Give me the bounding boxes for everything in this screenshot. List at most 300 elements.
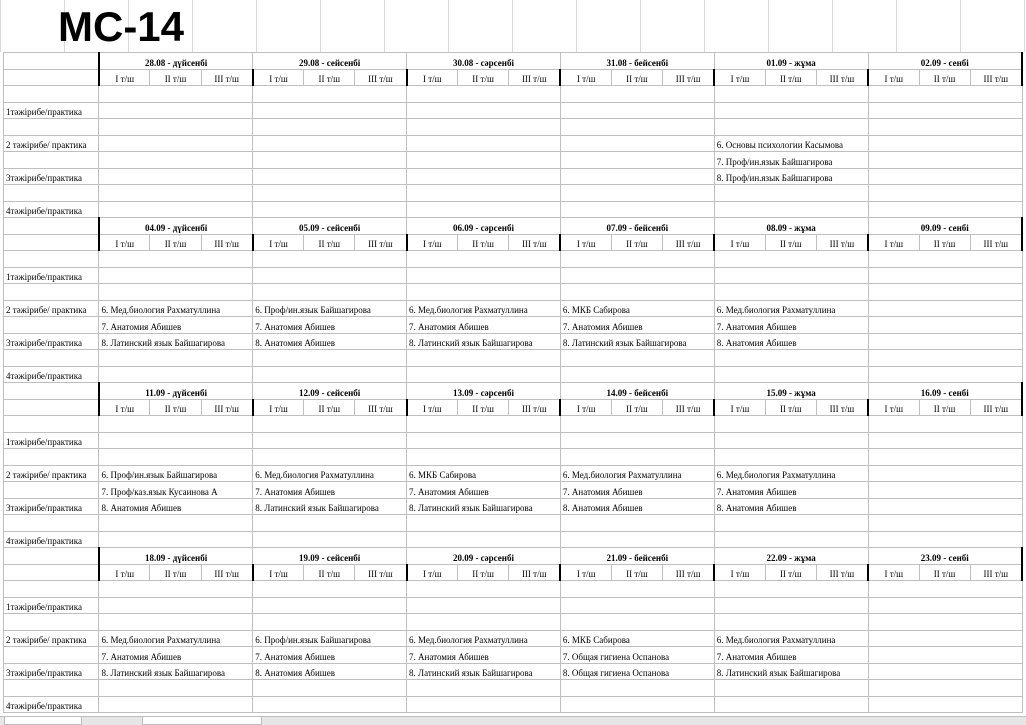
cell[interactable] bbox=[868, 350, 1022, 367]
cell[interactable] bbox=[4, 399, 99, 416]
shift-header[interactable]: III т/ш bbox=[662, 564, 714, 581]
cell[interactable] bbox=[253, 696, 407, 713]
cell[interactable] bbox=[99, 251, 253, 268]
cell[interactable] bbox=[99, 597, 253, 614]
shift-header[interactable]: II т/ш bbox=[611, 564, 662, 581]
day-header[interactable]: 30.08 - сәрсенбі bbox=[407, 53, 561, 70]
shift-header[interactable]: II т/ш bbox=[919, 399, 970, 416]
cell[interactable] bbox=[868, 284, 1022, 301]
cell[interactable] bbox=[99, 119, 253, 136]
shift-header[interactable]: III т/ш bbox=[662, 399, 714, 416]
cell[interactable] bbox=[253, 201, 407, 218]
cell[interactable] bbox=[407, 432, 561, 449]
shift-header[interactable]: III т/ш bbox=[509, 69, 561, 86]
shift-header[interactable]: II т/ш bbox=[150, 69, 201, 86]
shift-header[interactable]: I т/ш bbox=[253, 564, 304, 581]
cell[interactable] bbox=[868, 647, 1022, 664]
cell[interactable] bbox=[714, 416, 868, 433]
cell[interactable] bbox=[714, 614, 868, 631]
lesson-cell[interactable]: 8. Латинский язык Байшагирова bbox=[99, 333, 253, 350]
cell[interactable] bbox=[253, 251, 407, 268]
cell[interactable] bbox=[253, 152, 407, 169]
cell[interactable] bbox=[407, 86, 561, 103]
shift-header[interactable]: III т/ш bbox=[816, 399, 868, 416]
cell[interactable] bbox=[868, 531, 1022, 548]
practice-label[interactable] bbox=[4, 86, 99, 103]
lesson-cell[interactable]: 6. Проф/ин.язык Байшагирова bbox=[253, 300, 407, 317]
cell[interactable] bbox=[253, 366, 407, 383]
cell[interactable] bbox=[714, 597, 868, 614]
cell[interactable] bbox=[253, 350, 407, 367]
lesson-cell[interactable]: 7. Анатомия Абишев bbox=[560, 482, 714, 499]
cell[interactable] bbox=[4, 234, 99, 251]
shift-header[interactable]: I т/ш bbox=[407, 564, 458, 581]
cell[interactable] bbox=[560, 152, 714, 169]
cell[interactable] bbox=[253, 531, 407, 548]
cell[interactable] bbox=[253, 284, 407, 301]
day-header[interactable]: 15.09 - жұма bbox=[714, 383, 868, 400]
cell[interactable] bbox=[868, 498, 1022, 515]
cell[interactable] bbox=[99, 350, 253, 367]
cell[interactable] bbox=[560, 267, 714, 284]
cell[interactable] bbox=[99, 449, 253, 466]
cell[interactable] bbox=[407, 696, 561, 713]
shift-header[interactable]: III т/ш bbox=[816, 69, 868, 86]
lesson-cell[interactable]: 8. Латинский язык Байшагирова bbox=[407, 333, 561, 350]
shift-header[interactable]: III т/ш bbox=[509, 564, 561, 581]
cell[interactable] bbox=[99, 432, 253, 449]
cell[interactable] bbox=[4, 564, 99, 581]
practice-label[interactable] bbox=[4, 350, 99, 367]
cell[interactable] bbox=[868, 515, 1022, 532]
practice-label[interactable]: 1тәжірибе/практика bbox=[4, 597, 99, 614]
lesson-cell[interactable]: 8. Латинский язык Байшагирова bbox=[560, 333, 714, 350]
cell[interactable] bbox=[560, 185, 714, 202]
cell[interactable] bbox=[253, 119, 407, 136]
lesson-cell[interactable]: 7. Анатомия Абишев bbox=[99, 647, 253, 664]
cell[interactable] bbox=[253, 168, 407, 185]
cell[interactable] bbox=[868, 168, 1022, 185]
shift-header[interactable]: III т/ш bbox=[201, 564, 253, 581]
shift-header[interactable]: II т/ш bbox=[765, 234, 816, 251]
lesson-cell[interactable]: 7. Анатомия Абишев bbox=[714, 317, 868, 334]
cell[interactable] bbox=[714, 696, 868, 713]
cell[interactable] bbox=[868, 680, 1022, 697]
cell[interactable] bbox=[714, 449, 868, 466]
shift-header[interactable]: II т/ш bbox=[458, 234, 509, 251]
practice-label[interactable]: 2 тәжірибе/ практика bbox=[4, 630, 99, 647]
cell[interactable] bbox=[407, 135, 561, 152]
cell[interactable] bbox=[560, 696, 714, 713]
cell[interactable] bbox=[407, 119, 561, 136]
cell[interactable] bbox=[868, 86, 1022, 103]
lesson-cell[interactable]: 7. Анатомия Абишев bbox=[253, 317, 407, 334]
day-header[interactable]: 13.09 - сәрсенбі bbox=[407, 383, 561, 400]
cell[interactable] bbox=[714, 515, 868, 532]
practice-label[interactable] bbox=[4, 119, 99, 136]
cell[interactable] bbox=[99, 531, 253, 548]
lesson-cell[interactable]: 6. МКБ Сабирова bbox=[407, 465, 561, 482]
practice-label[interactable]: 4тәжірибе/практика bbox=[4, 696, 99, 713]
cell[interactable] bbox=[868, 185, 1022, 202]
cell[interactable] bbox=[4, 218, 99, 235]
cell[interactable] bbox=[868, 614, 1022, 631]
practice-label[interactable]: 4тәжірибе/практика bbox=[4, 531, 99, 548]
cell[interactable] bbox=[407, 597, 561, 614]
lesson-cell[interactable]: 6. Проф/ин.язык Байшагирова bbox=[253, 630, 407, 647]
lesson-cell[interactable]: 8. Анатомия Абишев bbox=[99, 498, 253, 515]
cell[interactable] bbox=[560, 531, 714, 548]
cell[interactable] bbox=[407, 614, 561, 631]
lesson-cell[interactable]: 7. Анатомия Абишев bbox=[253, 647, 407, 664]
practice-label[interactable] bbox=[4, 680, 99, 697]
shift-header[interactable]: I т/ш bbox=[714, 564, 765, 581]
lesson-cell[interactable]: 7. Анатомия Абишев bbox=[407, 317, 561, 334]
cell[interactable] bbox=[868, 267, 1022, 284]
shift-header[interactable]: II т/ш bbox=[150, 564, 201, 581]
lesson-cell[interactable]: 6. Основы психологии Касымова bbox=[714, 135, 868, 152]
shift-header[interactable]: I т/ш bbox=[560, 564, 611, 581]
shift-header[interactable]: II т/ш bbox=[765, 69, 816, 86]
cell[interactable] bbox=[868, 251, 1022, 268]
day-header[interactable]: 02.09 - сенбі bbox=[868, 53, 1022, 70]
cell[interactable] bbox=[253, 581, 407, 598]
day-header[interactable]: 23.09 - сенбі bbox=[868, 548, 1022, 565]
day-header[interactable]: 22.09 - жұма bbox=[714, 548, 868, 565]
cell[interactable] bbox=[868, 696, 1022, 713]
lesson-cell[interactable]: 6. Мед.биология Рахматуллина bbox=[560, 465, 714, 482]
practice-label[interactable] bbox=[4, 647, 99, 664]
lesson-cell[interactable]: 7. Анатомия Абишев bbox=[407, 482, 561, 499]
cell[interactable] bbox=[560, 201, 714, 218]
day-header[interactable]: 19.09 - сейсенбі bbox=[253, 548, 407, 565]
cell[interactable] bbox=[714, 581, 868, 598]
cell[interactable] bbox=[714, 185, 868, 202]
practice-label[interactable] bbox=[4, 416, 99, 433]
cell[interactable] bbox=[868, 432, 1022, 449]
shift-header[interactable]: I т/ш bbox=[99, 399, 150, 416]
day-header[interactable]: 20.09 - сәрсенбі bbox=[407, 548, 561, 565]
lesson-cell[interactable]: 6. Мед.биология Рахматуллина bbox=[253, 465, 407, 482]
day-header[interactable]: 05.09 - сейсенбі bbox=[253, 218, 407, 235]
shift-header[interactable]: II т/ш bbox=[150, 234, 201, 251]
practice-label[interactable] bbox=[4, 152, 99, 169]
lesson-cell[interactable]: 8. Анатомия Абишев bbox=[714, 333, 868, 350]
lesson-cell[interactable]: 6. Мед.биология Рахматуллина bbox=[99, 300, 253, 317]
shift-header[interactable]: II т/ш bbox=[765, 399, 816, 416]
shift-header[interactable]: I т/ш bbox=[99, 564, 150, 581]
cell[interactable] bbox=[560, 449, 714, 466]
lesson-cell[interactable]: 8. Проф/ин.язык Байшагирова bbox=[714, 168, 868, 185]
cell[interactable] bbox=[868, 581, 1022, 598]
shift-header[interactable]: III т/ш bbox=[355, 234, 407, 251]
cell[interactable] bbox=[868, 333, 1022, 350]
practice-label[interactable] bbox=[4, 614, 99, 631]
cell[interactable] bbox=[560, 102, 714, 119]
cell[interactable] bbox=[99, 515, 253, 532]
day-header[interactable]: 11.09 - дүйсенбі bbox=[99, 383, 253, 400]
cell[interactable] bbox=[560, 251, 714, 268]
cell[interactable] bbox=[407, 515, 561, 532]
cell[interactable] bbox=[868, 300, 1022, 317]
cell[interactable] bbox=[99, 267, 253, 284]
cell[interactable] bbox=[560, 86, 714, 103]
lesson-cell[interactable]: 6. Мед.биология Рахматуллина bbox=[99, 630, 253, 647]
lesson-cell[interactable]: 8. Латинский язык Байшагирова bbox=[99, 663, 253, 680]
shift-header[interactable]: I т/ш bbox=[560, 69, 611, 86]
cell[interactable] bbox=[407, 366, 561, 383]
lesson-cell[interactable]: 6. МКБ Сабирова bbox=[560, 630, 714, 647]
shift-header[interactable]: II т/ш bbox=[458, 399, 509, 416]
shift-header[interactable]: II т/ш bbox=[304, 564, 355, 581]
cell[interactable] bbox=[714, 251, 868, 268]
day-header[interactable]: 29.08 - сейсенбі bbox=[253, 53, 407, 70]
lesson-cell[interactable]: 8. Общая гигиена Оспанова bbox=[560, 663, 714, 680]
cell[interactable] bbox=[560, 680, 714, 697]
practice-label[interactable] bbox=[4, 581, 99, 598]
cell[interactable] bbox=[714, 284, 868, 301]
practice-label[interactable] bbox=[4, 482, 99, 499]
cell[interactable] bbox=[4, 548, 99, 565]
practice-label[interactable]: 2 тәжірибе/ практика bbox=[4, 135, 99, 152]
shift-header[interactable]: II т/ш bbox=[458, 564, 509, 581]
cell[interactable] bbox=[560, 416, 714, 433]
shift-header[interactable]: I т/ш bbox=[714, 234, 765, 251]
lesson-cell[interactable]: 6. Мед.биология Рахматуллина bbox=[407, 300, 561, 317]
shift-header[interactable]: I т/ш bbox=[99, 69, 150, 86]
cell[interactable] bbox=[253, 416, 407, 433]
cell[interactable] bbox=[99, 416, 253, 433]
practice-label[interactable] bbox=[4, 284, 99, 301]
shift-header[interactable]: I т/ш bbox=[714, 69, 765, 86]
cell[interactable] bbox=[99, 168, 253, 185]
shift-header[interactable]: III т/ш bbox=[662, 234, 714, 251]
day-header[interactable]: 06.09 - сәрсенбі bbox=[407, 218, 561, 235]
cell[interactable] bbox=[4, 383, 99, 400]
shift-header[interactable]: I т/ш bbox=[868, 234, 919, 251]
practice-label[interactable]: 3тәжірибе/практика bbox=[4, 333, 99, 350]
cell[interactable] bbox=[407, 531, 561, 548]
lesson-cell[interactable]: 7. Анатомия Абишев bbox=[714, 482, 868, 499]
cell[interactable] bbox=[99, 581, 253, 598]
lesson-cell[interactable]: 8. Анатомия Абишев bbox=[253, 663, 407, 680]
cell[interactable] bbox=[560, 515, 714, 532]
cell[interactable] bbox=[868, 201, 1022, 218]
shift-header[interactable]: II т/ш bbox=[919, 69, 970, 86]
lesson-cell[interactable]: 8. Анатомия Абишев bbox=[714, 498, 868, 515]
day-header[interactable]: 16.09 - сенбі bbox=[868, 383, 1022, 400]
shift-header[interactable]: II т/ш bbox=[458, 69, 509, 86]
cell[interactable] bbox=[99, 201, 253, 218]
practice-label[interactable]: 2 тәжірибе/ практика bbox=[4, 465, 99, 482]
shift-header[interactable]: III т/ш bbox=[509, 234, 561, 251]
cell[interactable] bbox=[868, 597, 1022, 614]
shift-header[interactable]: II т/ш bbox=[304, 234, 355, 251]
cell[interactable] bbox=[714, 366, 868, 383]
cell[interactable] bbox=[253, 185, 407, 202]
cell[interactable] bbox=[253, 432, 407, 449]
shift-header[interactable]: I т/ш bbox=[99, 234, 150, 251]
practice-label[interactable]: 4тәжірибе/практика bbox=[4, 366, 99, 383]
cell[interactable] bbox=[407, 581, 561, 598]
cell[interactable] bbox=[868, 119, 1022, 136]
shift-header[interactable]: I т/ш bbox=[868, 399, 919, 416]
cell[interactable] bbox=[714, 119, 868, 136]
practice-label[interactable] bbox=[4, 251, 99, 268]
cell[interactable] bbox=[407, 350, 561, 367]
cell[interactable] bbox=[714, 531, 868, 548]
cell[interactable] bbox=[714, 102, 868, 119]
day-header[interactable]: 01.09 - жұма bbox=[714, 53, 868, 70]
day-header[interactable]: 21.09 - бейсенбі bbox=[560, 548, 714, 565]
cell[interactable] bbox=[560, 135, 714, 152]
cell[interactable] bbox=[99, 614, 253, 631]
shift-header[interactable]: III т/ш bbox=[970, 69, 1022, 86]
cell[interactable] bbox=[868, 152, 1022, 169]
practice-label[interactable] bbox=[4, 449, 99, 466]
cell[interactable] bbox=[407, 267, 561, 284]
lesson-cell[interactable]: 6. Мед.биология Рахматуллина bbox=[714, 630, 868, 647]
shift-header[interactable]: II т/ш bbox=[611, 69, 662, 86]
cell[interactable] bbox=[560, 597, 714, 614]
cell[interactable] bbox=[407, 185, 561, 202]
cell[interactable] bbox=[253, 86, 407, 103]
shift-header[interactable]: I т/ш bbox=[253, 234, 304, 251]
cell[interactable] bbox=[99, 102, 253, 119]
shift-header[interactable]: III т/ш bbox=[201, 234, 253, 251]
cell[interactable] bbox=[714, 86, 868, 103]
practice-label[interactable] bbox=[4, 185, 99, 202]
day-header[interactable]: 18.09 - дүйсенбі bbox=[99, 548, 253, 565]
lesson-cell[interactable]: 8. Анатомия Абишев bbox=[560, 498, 714, 515]
shift-header[interactable]: II т/ш bbox=[304, 69, 355, 86]
practice-label[interactable]: 3тәжірибе/практика bbox=[4, 498, 99, 515]
lesson-cell[interactable]: 7. Анатомия Абишев bbox=[99, 317, 253, 334]
day-header[interactable]: 08.09 - жұма bbox=[714, 218, 868, 235]
cell[interactable] bbox=[868, 102, 1022, 119]
lesson-cell[interactable]: 6. Мед.биология Рахматуллина bbox=[714, 465, 868, 482]
shift-header[interactable]: I т/ш bbox=[868, 69, 919, 86]
lesson-cell[interactable]: 6. Мед.биология Рахматуллина bbox=[714, 300, 868, 317]
cell[interactable] bbox=[253, 680, 407, 697]
cell[interactable] bbox=[253, 614, 407, 631]
practice-label[interactable] bbox=[4, 317, 99, 334]
shift-header[interactable]: II т/ш bbox=[304, 399, 355, 416]
cell[interactable] bbox=[407, 680, 561, 697]
shift-header[interactable]: III т/ш bbox=[816, 564, 868, 581]
cell[interactable] bbox=[868, 416, 1022, 433]
lesson-cell[interactable]: 7. Анатомия Абишев bbox=[714, 647, 868, 664]
cell[interactable] bbox=[560, 366, 714, 383]
cell[interactable] bbox=[868, 482, 1022, 499]
day-header[interactable]: 12.09 - сейсенбі bbox=[253, 383, 407, 400]
shift-header[interactable]: I т/ш bbox=[560, 234, 611, 251]
cell[interactable] bbox=[560, 284, 714, 301]
practice-label[interactable]: 3тәжірибе/практика bbox=[4, 663, 99, 680]
cell[interactable] bbox=[714, 350, 868, 367]
cell[interactable] bbox=[407, 102, 561, 119]
day-header[interactable]: 31.08 - бейсенбі bbox=[560, 53, 714, 70]
shift-header[interactable]: I т/ш bbox=[407, 234, 458, 251]
cell[interactable] bbox=[407, 201, 561, 218]
shift-header[interactable]: I т/ш bbox=[407, 399, 458, 416]
shift-header[interactable]: II т/ш bbox=[611, 399, 662, 416]
cell[interactable] bbox=[99, 135, 253, 152]
cell[interactable] bbox=[714, 267, 868, 284]
cell[interactable] bbox=[407, 449, 561, 466]
lesson-cell[interactable]: 7. Анатомия Абишев bbox=[407, 647, 561, 664]
practice-label[interactable]: 1тәжірибе/практика bbox=[4, 102, 99, 119]
shift-header[interactable]: I т/ш bbox=[253, 69, 304, 86]
lesson-cell[interactable]: 8. Латинский язык Байшагирова bbox=[714, 663, 868, 680]
cell[interactable] bbox=[868, 366, 1022, 383]
lesson-cell[interactable]: 7. Анатомия Абишев bbox=[560, 317, 714, 334]
lesson-cell[interactable]: 6. МКБ Сабирова bbox=[560, 300, 714, 317]
cell[interactable] bbox=[253, 515, 407, 532]
cell[interactable] bbox=[560, 119, 714, 136]
shift-header[interactable]: I т/ш bbox=[714, 399, 765, 416]
cell[interactable] bbox=[560, 350, 714, 367]
lesson-cell[interactable]: 6. Мед.биология Рахматуллина bbox=[407, 630, 561, 647]
cell[interactable] bbox=[407, 416, 561, 433]
lesson-cell[interactable]: 8. Латинский язык Байшагирова bbox=[407, 663, 561, 680]
cell[interactable] bbox=[714, 680, 868, 697]
cell[interactable] bbox=[868, 465, 1022, 482]
day-header[interactable]: 07.09 - бейсенбі bbox=[560, 218, 714, 235]
lesson-cell[interactable]: 7. Анатомия Абишев bbox=[253, 482, 407, 499]
page-title[interactable]: МС-14 bbox=[58, 3, 185, 50]
cell[interactable] bbox=[560, 168, 714, 185]
cell[interactable] bbox=[253, 597, 407, 614]
cell[interactable] bbox=[407, 152, 561, 169]
cell[interactable] bbox=[253, 267, 407, 284]
shift-header[interactable]: III т/ш bbox=[355, 399, 407, 416]
shift-header[interactable]: III т/ш bbox=[201, 69, 253, 86]
cell[interactable] bbox=[407, 284, 561, 301]
cell[interactable] bbox=[99, 152, 253, 169]
lesson-cell[interactable]: 8. Анатомия Абишев bbox=[253, 333, 407, 350]
practice-label[interactable]: 1тәжірибе/практика bbox=[4, 267, 99, 284]
day-header[interactable]: 14.09 - бейсенбі bbox=[560, 383, 714, 400]
cell[interactable] bbox=[253, 102, 407, 119]
cell[interactable] bbox=[868, 630, 1022, 647]
practice-label[interactable]: 2 тәжірибе/ практика bbox=[4, 300, 99, 317]
shift-header[interactable]: II т/ш bbox=[919, 234, 970, 251]
practice-label[interactable]: 4тәжірибе/практика bbox=[4, 201, 99, 218]
lesson-cell[interactable]: 6. Проф/ин.язык Байшагирова bbox=[99, 465, 253, 482]
cell[interactable] bbox=[99, 185, 253, 202]
cell[interactable] bbox=[4, 53, 99, 70]
cell[interactable] bbox=[407, 168, 561, 185]
shift-header[interactable]: I т/ш bbox=[253, 399, 304, 416]
cell[interactable] bbox=[253, 449, 407, 466]
shift-header[interactable]: III т/ш bbox=[201, 399, 253, 416]
lesson-cell[interactable]: 8. Латинский язык Байшагирова bbox=[407, 498, 561, 515]
shift-header[interactable]: II т/ш bbox=[611, 234, 662, 251]
shift-header[interactable]: III т/ш bbox=[970, 234, 1022, 251]
shift-header[interactable]: III т/ш bbox=[355, 69, 407, 86]
shift-header[interactable]: III т/ш bbox=[816, 234, 868, 251]
lesson-cell[interactable]: 7. Проф/ин.язык Байшагирова bbox=[714, 152, 868, 169]
practice-label[interactable] bbox=[4, 515, 99, 532]
cell[interactable] bbox=[99, 680, 253, 697]
day-header[interactable]: 28.08 - дүйсенбі bbox=[99, 53, 253, 70]
cell[interactable] bbox=[560, 581, 714, 598]
day-header[interactable]: 09.09 - сенбі bbox=[868, 218, 1022, 235]
cell[interactable] bbox=[714, 432, 868, 449]
practice-label[interactable]: 1тәжірибе/практика bbox=[4, 432, 99, 449]
shift-header[interactable]: I т/ш bbox=[407, 69, 458, 86]
